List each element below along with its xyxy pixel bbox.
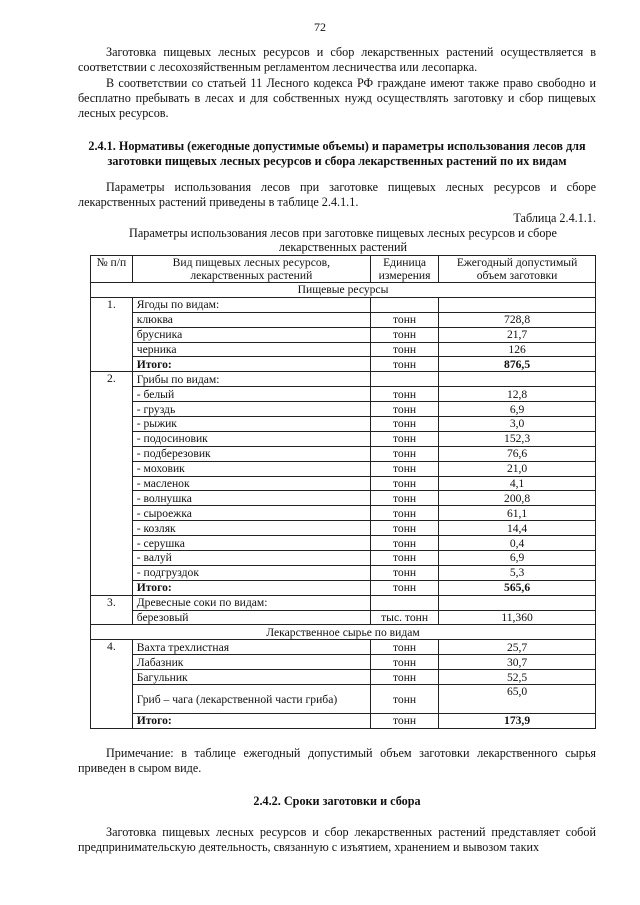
table-row xyxy=(91,446,596,461)
row-unit: тыс. тонн xyxy=(370,610,438,625)
row-name: - моховик xyxy=(132,461,370,476)
row-value: 152,3 xyxy=(439,431,596,446)
row-name: - сыроежка xyxy=(132,506,370,521)
row-unit: тонн xyxy=(370,655,438,670)
saps-title: Древесные соки по видам: xyxy=(132,595,370,610)
row-unit: тонн xyxy=(370,521,438,536)
row-unit: тонн xyxy=(370,565,438,580)
table-label: Таблица 2.4.1.1. xyxy=(513,211,596,225)
table-row xyxy=(91,476,596,491)
row-name: - валуй xyxy=(132,551,370,566)
row-value: 12,8 xyxy=(439,387,596,402)
row-value: 6,9 xyxy=(439,402,596,417)
table-row xyxy=(91,297,596,312)
table-row xyxy=(91,491,596,506)
row-unit: тонн xyxy=(370,417,438,432)
table-row xyxy=(91,565,596,580)
row-name: Гриб – чага (лекарственной части гриба) xyxy=(132,685,370,714)
row-unit: тонн xyxy=(370,327,438,342)
row-unit: тонн xyxy=(370,551,438,566)
table-note: Примечание: в таблице ежегодный допустимый объем заготовки лекарственного сырья приведен в сыром виде. xyxy=(78,746,596,775)
table-header-row xyxy=(91,256,596,283)
row-unit: тонн xyxy=(370,402,438,417)
table-row xyxy=(91,536,596,551)
table-row xyxy=(91,655,596,670)
section-row-medicinal xyxy=(91,625,596,640)
total-unit: тонн xyxy=(370,580,438,595)
total-unit: тонн xyxy=(370,357,438,372)
row-name: - груздь xyxy=(132,402,370,417)
row-unit: тонн xyxy=(370,640,438,655)
mushrooms-title: Грибы по видам: xyxy=(132,372,370,387)
table-row xyxy=(91,461,596,476)
row-unit: тонн xyxy=(370,431,438,446)
row-value: 4,1 xyxy=(439,476,596,491)
medicinal-num: 4. xyxy=(91,640,133,729)
header-name: Вид пищевых лесных ресурсов, лекарственных растений xyxy=(132,256,370,283)
row-name: - козляк xyxy=(132,521,370,536)
table-row xyxy=(91,595,596,610)
row-name: - белый xyxy=(132,387,370,402)
intro-paragraph-2: В соответствии со статьей 11 Лесного кодекса РФ граждане имеют также право свободно и бесплатно пребывать в лесах и для собственных нужд осуществлять заготовку и сбор пищевых лесных ресурсов. xyxy=(78,76,596,120)
row-unit: тонн xyxy=(370,446,438,461)
row-value: 76,6 xyxy=(439,446,596,461)
table-row xyxy=(91,387,596,402)
row-name: клюква xyxy=(132,312,370,327)
table-row xyxy=(91,640,596,655)
row-value: 61,1 xyxy=(439,506,596,521)
total-row xyxy=(91,580,596,595)
table-row xyxy=(91,342,596,357)
row-unit: тонн xyxy=(370,312,438,327)
berries-title: Ягоды по видам: xyxy=(132,297,370,312)
row-name: - подберезовик xyxy=(132,446,370,461)
table-row xyxy=(91,506,596,521)
row-name: - волнушка xyxy=(132,491,370,506)
table-row xyxy=(91,685,596,714)
row-name: березовый xyxy=(132,610,370,625)
row-name: - масленок xyxy=(132,476,370,491)
row-value: 6,9 xyxy=(439,551,596,566)
row-name: - серушка xyxy=(132,536,370,551)
section-heading-241: 2.4.1. Нормативы (ежегодные допустимые объемы) и параметры использования лесов для заготовки пищевых лесных ресурсов и сбора лекарственных растений по их видам xyxy=(88,139,586,168)
table-row xyxy=(91,402,596,417)
row-value: 52,5 xyxy=(439,670,596,685)
total-value: 876,5 xyxy=(439,357,596,372)
row-unit: тонн xyxy=(370,387,438,402)
header-unit: Единица измерения xyxy=(370,256,438,283)
row-value: 30,7 xyxy=(439,655,596,670)
total-label: Итого: xyxy=(132,714,370,729)
row-value: 200,8 xyxy=(439,491,596,506)
table-row xyxy=(91,417,596,432)
row-value: 14,4 xyxy=(439,521,596,536)
table-row xyxy=(91,431,596,446)
row-unit: тонн xyxy=(370,506,438,521)
total-unit: тонн xyxy=(370,714,438,729)
table-caption: Параметры использования лесов при заготовке пищевых лесных ресурсов и сборе лекарственных растений xyxy=(129,226,557,254)
page-number: 72 xyxy=(314,20,326,34)
row-unit: тонн xyxy=(370,461,438,476)
section-row-food xyxy=(91,283,596,298)
section-food-label: Пищевые ресурсы xyxy=(91,283,596,298)
header-value: Ежегодный допустимый объем заготовки xyxy=(439,256,596,283)
mushrooms-num: 2. xyxy=(91,372,133,595)
table-row xyxy=(91,551,596,566)
intro-paragraph-1: Заготовка пищевых лесных ресурсов и сбор лекарственных растений осуществляется в соответствии с лесохозяйственным регламентом лесничества или лесопарка. xyxy=(78,45,596,74)
row-value: 65,0 xyxy=(439,685,596,714)
row-unit: тонн xyxy=(370,342,438,357)
row-value: 21,7 xyxy=(439,327,596,342)
section-heading-242: 2.4.2. Сроки заготовки и сбора xyxy=(253,794,421,808)
row-unit: тонн xyxy=(370,670,438,685)
row-value: 0,4 xyxy=(439,536,596,551)
row-value: 11,360 xyxy=(439,610,596,625)
header-num: № п/п xyxy=(91,256,133,283)
row-name: Лабазник xyxy=(132,655,370,670)
total-label: Итого: xyxy=(132,580,370,595)
total-row xyxy=(91,357,596,372)
row-unit: тонн xyxy=(370,536,438,551)
total-label: Итого: xyxy=(132,357,370,372)
section-medicinal-label: Лекарственное сырье по видам xyxy=(91,625,596,640)
resources-table xyxy=(90,255,596,729)
row-value: 3,0 xyxy=(439,417,596,432)
total-value: 565,6 xyxy=(439,580,596,595)
row-name: брусника xyxy=(132,327,370,342)
row-name: черника xyxy=(132,342,370,357)
row-unit: тонн xyxy=(370,685,438,714)
table-row xyxy=(91,670,596,685)
section-241-paragraph: Параметры использования лесов при заготовке пищевых лесных ресурсов и сборе лекарственных растений приведены в таблице 2.4.1.1. xyxy=(78,180,596,209)
section-242-paragraph: Заготовка пищевых лесных ресурсов и сбор лекарственных растений представляет собой предпринимательскую деятельность, связанную с изъятием, хранением и вывозом таких xyxy=(78,825,596,854)
row-name: - подосиновик xyxy=(132,431,370,446)
row-name: - подгруздок xyxy=(132,565,370,580)
table-row xyxy=(91,521,596,536)
row-value: 728,8 xyxy=(439,312,596,327)
row-unit: тонн xyxy=(370,491,438,506)
row-value: 21,0 xyxy=(439,461,596,476)
row-value: 5,3 xyxy=(439,565,596,580)
total-value: 173,9 xyxy=(439,714,596,729)
row-name: Вахта трехлистная xyxy=(132,640,370,655)
table-row xyxy=(91,372,596,387)
row-name: - рыжик xyxy=(132,417,370,432)
row-value: 25,7 xyxy=(439,640,596,655)
saps-num: 3. xyxy=(91,595,133,625)
table-row xyxy=(91,312,596,327)
table-row xyxy=(91,610,596,625)
row-name: Багульник xyxy=(132,670,370,685)
row-value: 126 xyxy=(439,342,596,357)
table-row xyxy=(91,327,596,342)
berries-num: 1. xyxy=(91,297,133,371)
total-row xyxy=(91,714,596,729)
row-unit: тонн xyxy=(370,476,438,491)
